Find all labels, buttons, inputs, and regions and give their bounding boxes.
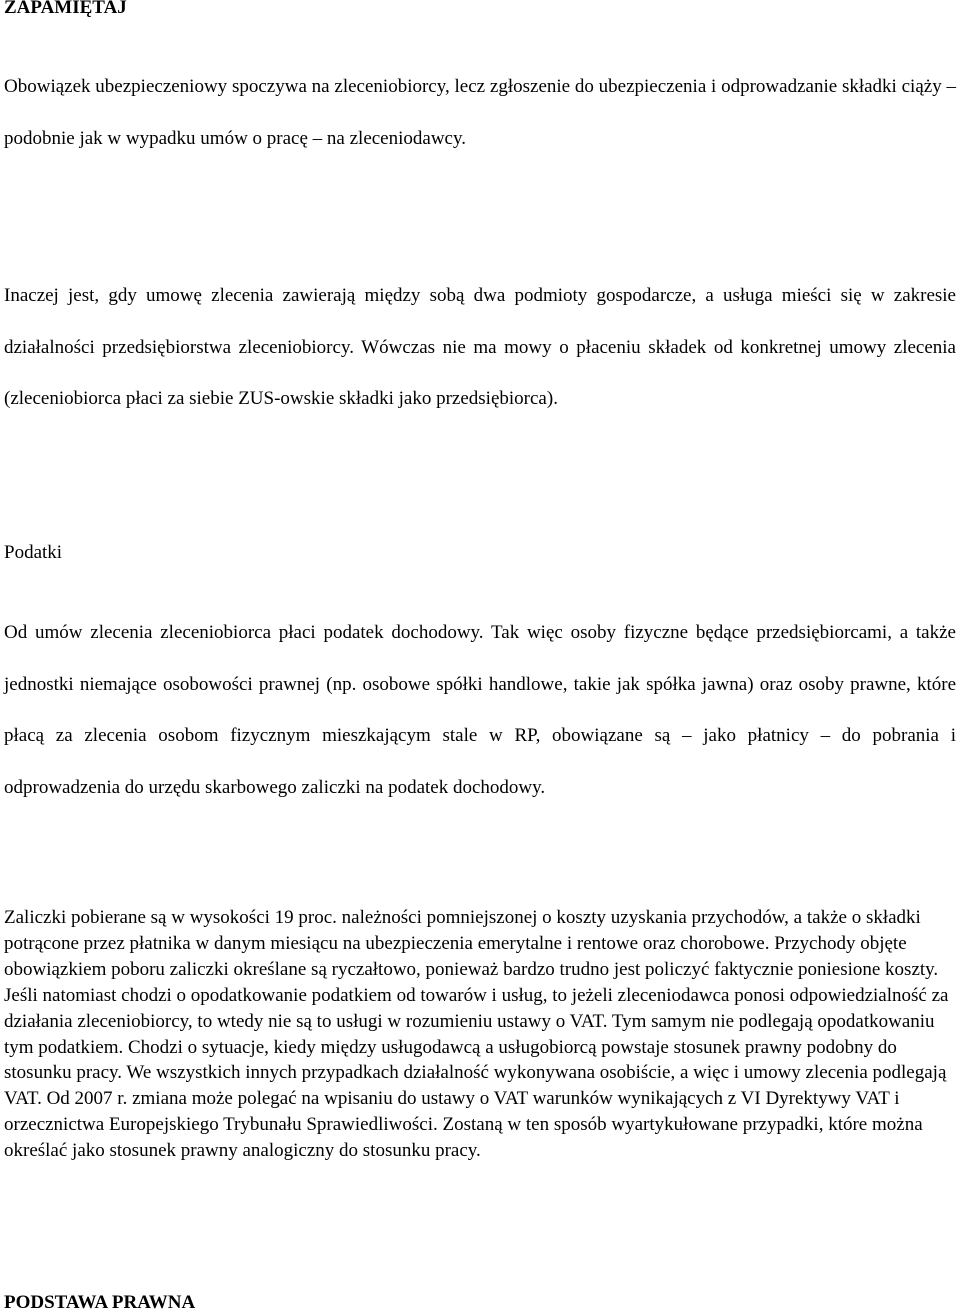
paragraph-advance-payments-vat: Zaliczki pobierane są w wysokości 19 proc. należności pomniejszonej o koszty uzyskania przychodów, a także o składki potrącone przez płatnika w danym miesiącu na ubezpieczenia emerytalne i rentowe oraz chorobowe. Przychody objęte obowiązkiem poboru zaliczki określane są ryczałtowo, ponieważ bardzo trudno jest policzyć faktycznie poniesione koszty. Jeśli natomiast chodzi o opodatkowanie podatkiem od towarów i usług, to jeżeli zleceniodawca ponosi odpowiedzialność za działania zleceniobiorcy, to wtedy nie są to usługi w rozumieniu ustawy o VAT. Tym samym nie podlegają opodatkowaniu tym podatkiem. Chodzi o sytuacje, kiedy między usługodawcą a usługobiorcą powstaje stosunek prawny podobny do stosunku pracy. We wszystkich innych przypadkach działalność wykonywana osobiście, a więc i umowy zlecenia podlegają VAT. Od 2007 r. zmiana może polegać na wpisaniu do ustawy o VAT warunków wynikających z VI Dyrektywy VAT i orzecznictwa Europejskiego Trybunału Sprawiedliwości. Zostaną w ten sposób wyartykułowane przypadki, które można określać jako stosunek prawny analogiczny do stosunku pracy. [4, 907, 949, 1162]
heading-zapamietaj: ZAPAMIĘTAJ [4, 0, 127, 18]
subheading-podatki: Podatki [4, 542, 63, 563]
paragraph-insurance-obligation: Obowiązek ubezpieczeniowy spoczywa na zleceniobiorcy, lecz zgłoszenie do ubezpieczenia i odprowadzanie składki ciąży – podobnie jak w wypadku umów o pracę – na zleceniodawcy. [4, 76, 956, 149]
paragraph-business-entities: Inaczej jest, gdy umowę zlecenia zawierają między sobą dwa podmioty gospodarcze, a usługa mieści się w zakresie działalności przedsiębiorstwa zleceniobiorcy. Wówczas nie ma mowy o płaceniu składek od konkretnej umowy zlecenia (zleceniobiorca płaci za siebie ZUS-owskie składki jako przedsiębiorca). [4, 285, 956, 409]
paragraph-income-tax: Od umów zlecenia zleceniobiorca płaci podatek dochodowy. Tak więc osoby fizyczne będące przedsiębiorcami, a także jednostki niemające osobowości prawnej (np. osobowe spółki handlowe, takie jak spółka jawna) oraz osoby prawne, które płacą za zlecenia osobom fizycznym mieszkającym stale w RP, obowiązane są – jako płatnicy – do pobrania i odprowadzenia do urzędu skarbowego zaliczki na podatek dochodowy. [4, 622, 956, 798]
heading-podstawa-prawna: PODSTAWA PRAWNA [4, 1292, 196, 1313]
